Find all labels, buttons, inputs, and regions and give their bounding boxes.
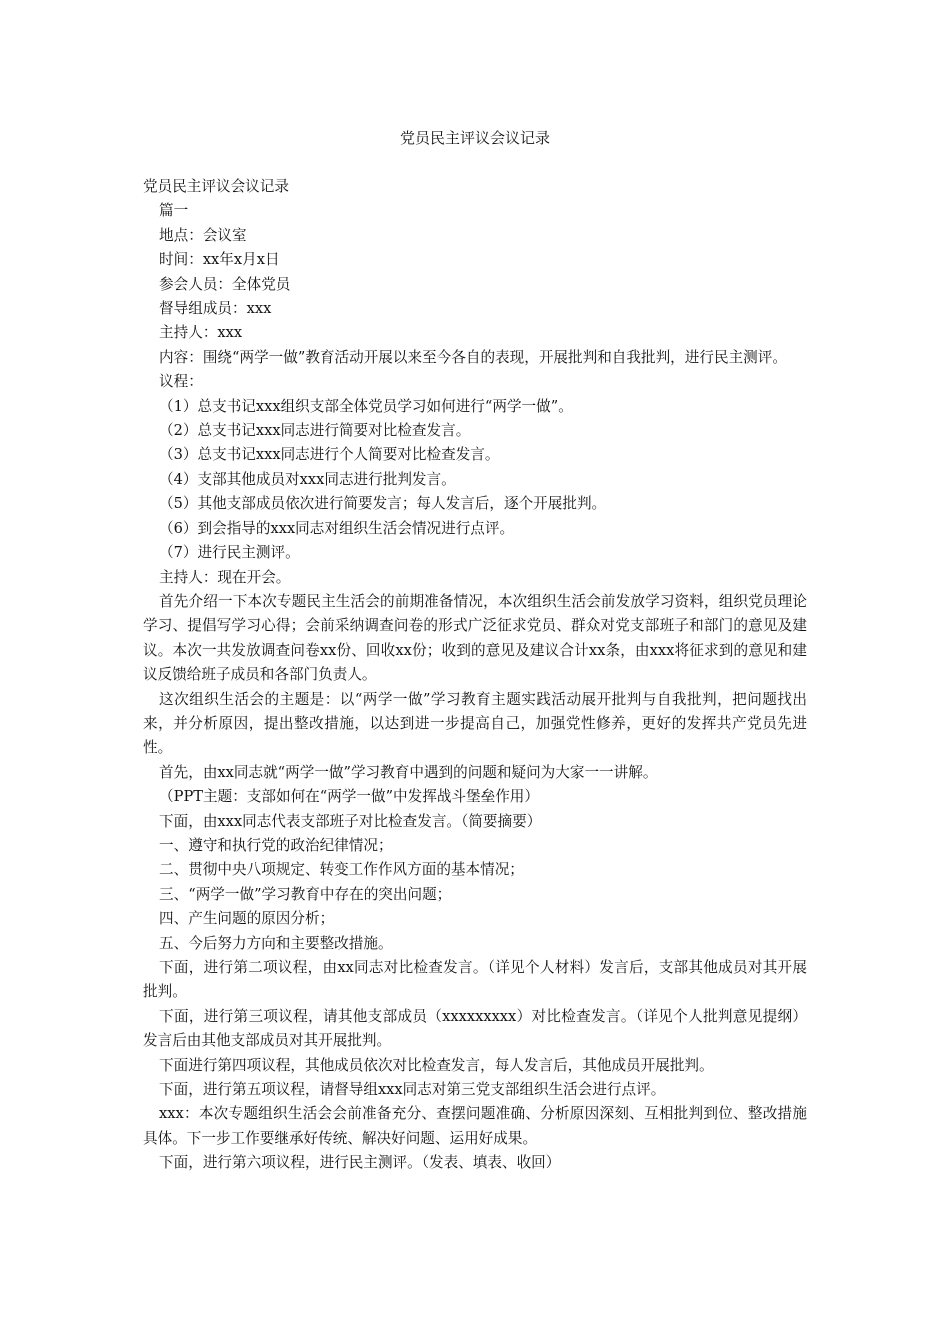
body-paragraph: 下面，进行第二项议程，由xx同志对比检查发言。（详见个人材料）发言后，支部其他成员对其开展批判。: [143, 959, 807, 1001]
body-paragraph: 参会人员：全体党员: [159, 275, 291, 293]
body-paragraph: 二、贯彻中央八项规定、转变工作作风方面的基本情况；: [159, 861, 524, 879]
body-paragraph: 篇一: [159, 202, 189, 220]
document-title: 党员民主评议会议记录: [399, 129, 550, 147]
body-paragraph: 议程：: [159, 373, 203, 391]
body-paragraph: 这次组织生活会的主题是：以“两学一做”学习教育主题实践活动展开批判与自我批判，把问题找出来，并分析原因，提出整改措施，以达到进一步提高自己，加强党性修养，更好的发挥共产党员先进性。: [143, 690, 807, 757]
body-paragraph: 主持人：现在开会。: [159, 568, 291, 586]
body-paragraph: 下面，进行第六项议程，进行民主测评。（发表、填表、收回）: [159, 1154, 561, 1172]
body-paragraph: 时间：xx年x月x日: [159, 251, 280, 269]
body-paragraph: 主持人：xxx: [159, 324, 243, 342]
body-paragraph: （5）其他支部成员依次进行简要发言；每人发言后，逐个开展批判。: [159, 495, 607, 513]
body-paragraph: 五、今后努力方向和主要整改措施。: [159, 934, 393, 952]
body-paragraph: （3）总支书记xxx同志进行个人简要对比检查发言。: [159, 446, 500, 464]
body-paragraph: 下面，由xxx同志代表支部班子对比检查发言。（简要摘要）: [159, 812, 542, 830]
body-paragraph: 一、遵守和执行党的政治纪律情况；: [159, 836, 393, 854]
body-paragraph: 督导组成员：xxx: [159, 300, 272, 318]
body-paragraph: 三、“两学一做”学习教育中存在的突出问题；: [159, 885, 452, 903]
body-paragraph: 下面进行第四项议程，其他成员依次对比检查发言，每人发言后，其他成员开展批判。: [159, 1056, 714, 1074]
body-paragraph: 首先介绍一下本次专题民主生活会的前期准备情况，本次组织生活会前发放学习资料，组织党员理论学习、提倡写学习心得；会前采纳调查问卷的形式广泛征求党员、群众对党支部班子和部门的意见及建议。本次一共发放调查问卷xx份、回收xx份；收到的意见及建议合计xx条，由xxx将征求到的意见和建议反馈给班子成员和各部门负责人。: [143, 592, 807, 684]
body-paragraph: 首先，由xx同志就“两学一做”学习教育中遇到的问题和疑问为大家一一讲解。: [159, 763, 658, 781]
body-paragraph: （6）到会指导的xxx同志对组织生活会情况进行点评。: [159, 519, 515, 537]
body-paragraph: （1）总支书记xxx组织支部全体党员学习如何进行“两学一做”。: [159, 397, 573, 415]
document-body: [143, 175, 807, 1176]
body-paragraph: （2）总支书记xxx同志进行简要对比检查发言。: [159, 422, 471, 440]
body-paragraph: 地点：会议室: [159, 226, 247, 244]
body-paragraph: 四、产生问题的原因分析；: [159, 910, 335, 928]
body-paragraph: 下面，进行第三项议程，请其他支部成员（xxxxxxxxx）对比检查发言。（详见个人批判意见提纲）发言后由其他支部成员对其开展批判。: [143, 1007, 807, 1050]
body-paragraph: （PPT主题：支部如何在“两学一做”中发挥战斗堡垒作用）: [159, 788, 539, 806]
body-paragraph: 内容：围绕“两学一做”教育活动开展以来至今各自的表现，开展批判和自我批判，进行民主测评。: [159, 348, 787, 366]
body-paragraph: （4）支部其他成员对xxx同志进行批判发言。: [159, 470, 456, 488]
body-paragraph: xxx：本次专题组织生活会会前准备充分、查摆问题准确、分析原因深刻、互相批判到位、整改措施具体。下一步工作要继承好传统、解决好问题、运用好成果。: [143, 1105, 807, 1147]
body-paragraph: （7）进行民主测评。: [159, 544, 300, 562]
body-paragraph: 下面，进行第五项议程，请督导组xxx同志对第三党支部组织生活会进行点评。: [159, 1081, 666, 1099]
document-heading: 党员民主评议会议记录: [143, 178, 289, 195]
